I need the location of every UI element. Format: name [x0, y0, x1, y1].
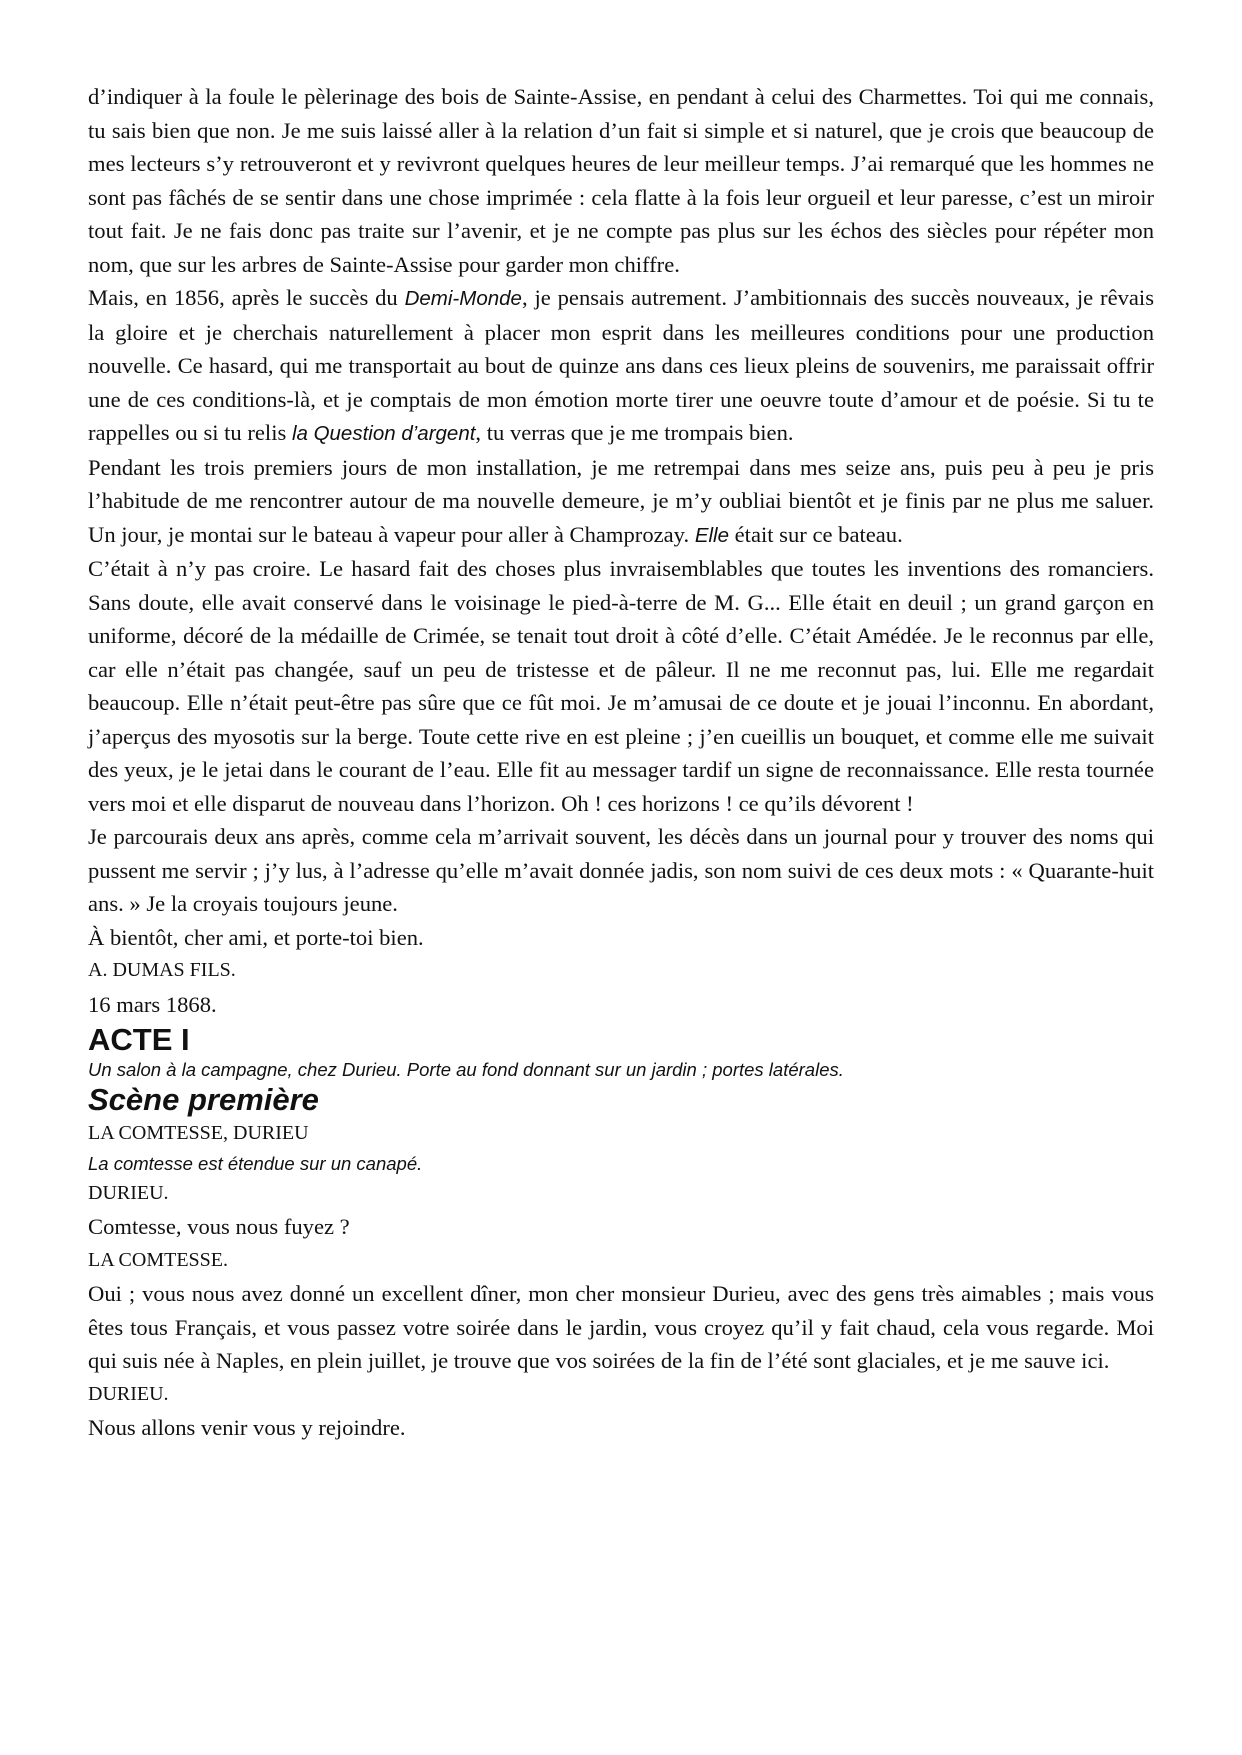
dialogue-line-2: Oui ; vous nous avez donné un excellent dîner, mon cher monsieur Durieu, avec des gens très aimables ; mais vous êtes tous Français, et vous passez votre soirée dans le jardin, vous croyez qu’il y fait chaud, cela vous regarde. Moi qui suis née à Naples, en plein juillet, je trouve que vos soirées de la fin de l’été sont glaciales, et je me sauve ici. — [88, 1281, 1154, 1373]
title-question-argent: la Question d’argent — [291, 422, 476, 445]
dialogue-line-1: Comtesse, vous nous fuyez ? — [88, 1214, 350, 1239]
title-demi-monde: Demi-Monde — [404, 287, 522, 310]
p3-text-a: Pendant les trois premiers jours de mon installation, je me retrempai dans mes seize ans, puis peu à peu je pris l’habitude de me rencontrer autour de ma nouvelle demeure, je m’y oubliai bientôt et je finis par ne plus me saluer. Un jour, je montai sur le bateau à vapeur pour aller à Champrozay. — [88, 454, 1154, 547]
p2-text-c: , tu verras que je me trompais bien. — [475, 420, 794, 445]
p2-text-a: Mais, en 1856, après le succès du — [88, 285, 405, 310]
letter-date: 16 mars 1868. — [88, 991, 217, 1017]
scene-characters: LA COMTESSE, DURIEU — [88, 1122, 309, 1144]
dialogue-line-3: Nous allons venir vous y rejoindre. — [88, 1415, 406, 1440]
letter-paragraph-4: C’était à n’y pas croire. Le hasard fait des choses plus invraisemblables que toutes les inventions des romanciers. Sans doute, elle avait conservé dans le voisinage le pied-à-terre de M. G... Elle était en deuil ; un grand garçon en uniforme, décoré de la médaille de Crimée, se tenait tout droit à côté d’elle. C’était Amédée. Je le reconnus par elle, car elle n’était pas changée, sauf un peu de tristesse et de pâleur. Il ne me reconnut pas, lui. Elle me regardait beaucoup. Elle n’était peut-être pas sûre que ce fût moi. Je m’amusai de ce doute et je jouai l’inconnu. En abordant, j’aperçus des myosotis sur la berge. Toute cette rive en est pleine ; j’en cueillis un bouquet, et comme elle me suivait des yeux, je le jetai dans le courant de l’eau. Elle fit au messager tardif un signe de reconnaissance. Elle resta tournée vers moi et elle disparut de nouveau dans l’horizon. Oh ! ces horizons ! ce qu’ils dévorent ! — [88, 556, 1154, 816]
speaker-comtesse: LA COMTESSE. — [88, 1248, 229, 1271]
letter-paragraph-1: d’indiquer à la foule le pèlerinage des bois de Sainte-Assise, en pendant à celui des Charmettes. Toi qui me connais, tu sais bien que non. Je me suis laissé aller à la relation d’un fait si simple et si naturel, que je crois que beaucoup de mes lecteurs s’y retrouveront et y revivront quelques heures de leur meilleur temps. J’ai remarqué que les hommes ne sont pas fâchés de se sentir dans une chose imprimée : cela flatte à la fois leur orgueil et leur paresse, c’est un miroir tout fait. Je ne fais donc pas traite sur l’avenir, et je ne compte pas plus sur les échos des siècles pour répéter mon nom, que sur les arbres de Sainte-Assise pour garder mon chiffre. — [88, 84, 1154, 277]
emphasis-elle: Elle — [694, 523, 729, 547]
speaker-durieu-2: DURIEU. — [88, 1382, 169, 1405]
letter-paragraph-3 — [88, 451, 1154, 553]
letter-signature: A. DUMAS FILS. — [88, 959, 236, 981]
act-stage-direction: Un salon à la campagne, chez Durieu. Porte au fond donnant sur un jardin ; portes latérales. — [88, 1059, 844, 1080]
letter-paragraph-2 — [88, 281, 1154, 451]
scene-stage-direction: La comtesse est étendue sur un canapé. — [88, 1152, 423, 1174]
p2-text-b: , je pensais autrement. J’ambitionnais des succès nouveaux, je rêvais la gloire et je cherchais naturellement à placer mon esprit dans les meilleures conditions pour une production nouvelle. Ce hasard, qui me transportait au bout de quinze ans dans ces lieux pleins de souvenirs, me paraissait offrir une de ces conditions-là, et je comptais de mon émotion morte tirer une oeuvre toute d’amour et de poésie. Si tu te rappelles ou si tu relis — [88, 285, 1155, 445]
scene-heading: Scène première — [88, 1082, 319, 1117]
act-heading: ACTE I — [88, 1022, 190, 1057]
letter-paragraph-5: Je parcourais deux ans après, comme cela m’arrivait souvent, les décès dans un journal pour y trouver des noms qui pussent me servir ; j’y lus, à l’adresse qu’elle m’avait donnée jadis, son nom suivi de ces deux mots : « Quarante-huit ans. » Je la croyais toujours jeune. — [88, 824, 1154, 916]
p3-text-b: était sur ce bateau. — [729, 521, 903, 547]
letter-closing: À bientôt, cher ami, et porte-toi bien. — [88, 924, 424, 950]
speaker-durieu-1: DURIEU. — [88, 1181, 169, 1204]
document-page — [88, 80, 1154, 1445]
